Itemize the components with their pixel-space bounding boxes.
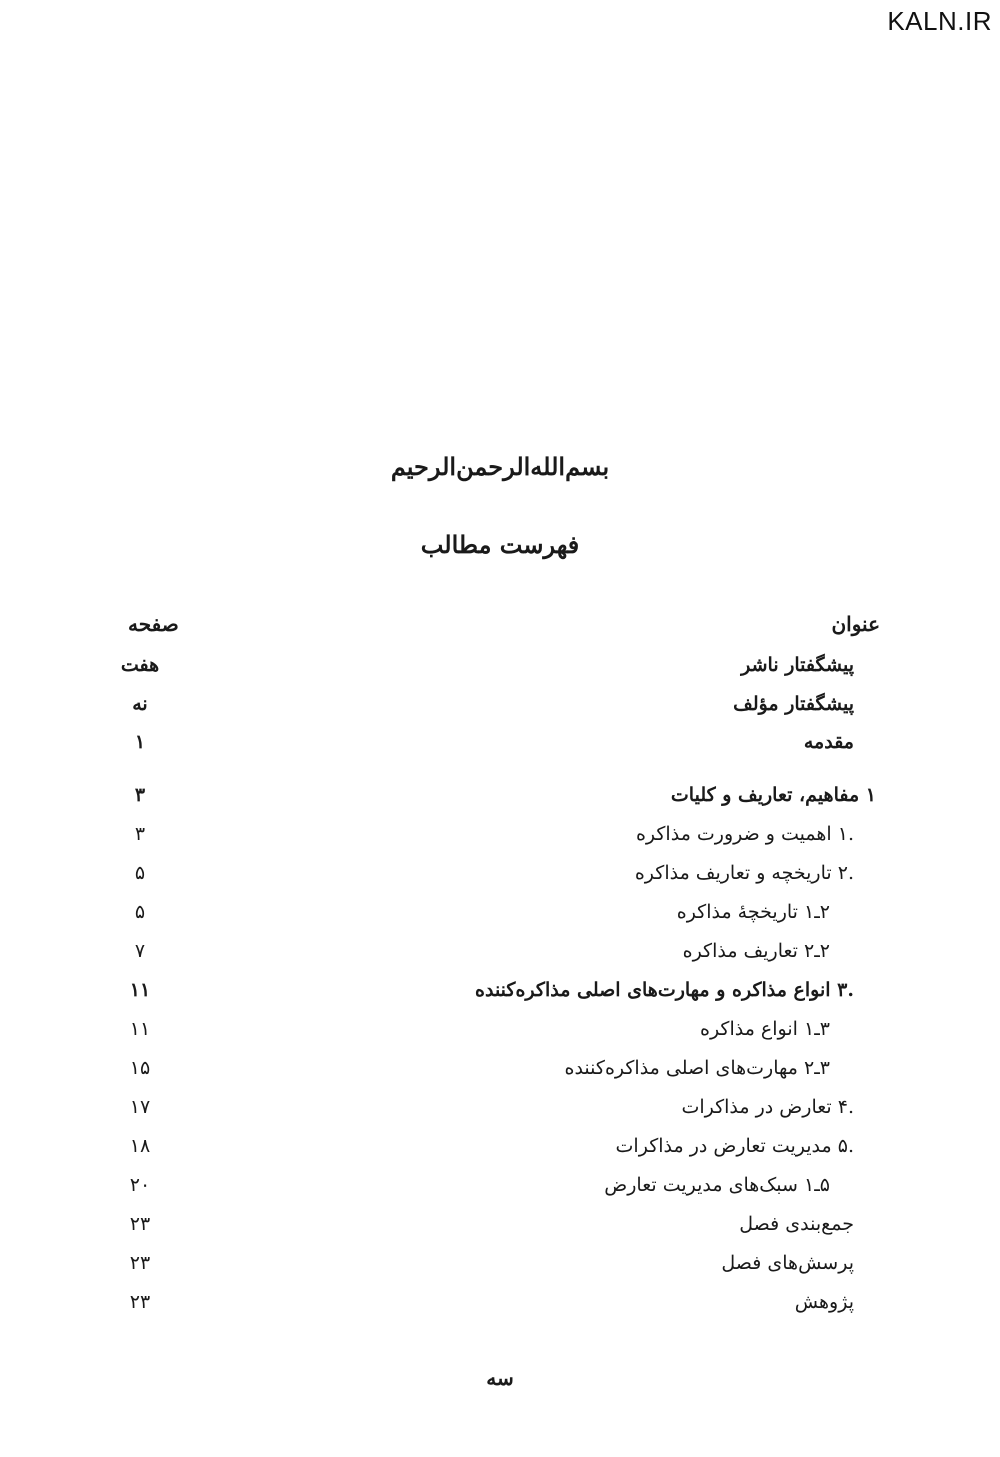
- toc-entry[interactable]: [0, 725, 1000, 759]
- toc-entry[interactable]: [0, 1246, 1000, 1280]
- page-number-footer: سه: [486, 1366, 514, 1390]
- column-header-title: عنوان: [831, 612, 880, 636]
- toc-entry-page: ۲۳: [129, 1252, 151, 1274]
- bismillah-heading: بسم‌الله‌الرحمن‌الرحیم: [390, 452, 610, 481]
- toc-entry-title: پیشگفتار مؤلف: [733, 693, 854, 715]
- toc-entry-title: .۵ مدیریت تعارض در مذاکرات: [615, 1135, 854, 1157]
- toc-entry[interactable]: [0, 856, 1000, 890]
- toc-entry-page: ۱۱: [129, 979, 151, 1001]
- toc-entry-title: پژوهش: [794, 1291, 854, 1313]
- toc-entry[interactable]: [0, 973, 1000, 1007]
- toc-entry-page: ۱۵: [129, 1057, 151, 1079]
- toc-entry[interactable]: [0, 1051, 1000, 1085]
- toc-entry-title: ۲ـ۲ تعاریف مذاکره: [682, 940, 830, 962]
- toc-entry-title: ۲ـ۱ تاریخچهٔ مذاکره: [676, 901, 830, 923]
- toc-entry-title: .۳ انواع مذاکره و مهارت‌های اصلی مذاکره‌کننده: [475, 979, 854, 1001]
- toc-entry[interactable]: [0, 1285, 1000, 1319]
- toc-entry-title: .۲ تاریخچه و تعاریف مذاکره: [634, 862, 854, 884]
- toc-entry-page: ۲۰: [129, 1174, 151, 1196]
- toc-entry[interactable]: [0, 687, 1000, 721]
- toc-entry-title: پیشگفتار ناشر: [741, 654, 854, 676]
- toc-entry-page: ۵: [134, 901, 146, 923]
- toc-entry-page: ۲۳: [129, 1291, 151, 1313]
- toc-entry-title: مقدمه: [803, 731, 854, 753]
- toc-entry[interactable]: [0, 895, 1000, 929]
- toc-entry[interactable]: [0, 817, 1000, 851]
- toc-entry[interactable]: [0, 1012, 1000, 1046]
- toc-entry-page: ۱۷: [129, 1096, 151, 1118]
- site-watermark: KALN.IR: [887, 6, 992, 36]
- toc-entry-title: پرسش‌های فصل: [721, 1252, 854, 1274]
- toc-entry[interactable]: [0, 934, 1000, 968]
- column-header-page: صفحه: [128, 612, 179, 636]
- toc-entry-page: ۱۱: [129, 1018, 151, 1040]
- toc-entry[interactable]: [0, 778, 1000, 812]
- toc-entry-title: .۴ تعارض در مذاکرات: [681, 1096, 854, 1118]
- toc-entry-page: ۷: [134, 940, 146, 962]
- toc-entry-page: ۵: [134, 862, 146, 884]
- toc-entry-page: ۱: [134, 731, 146, 753]
- toc-entry[interactable]: [0, 1168, 1000, 1202]
- toc-entry[interactable]: [0, 1090, 1000, 1124]
- toc-entry-page: نه: [132, 693, 148, 715]
- toc-entry-title: ۳ـ۲ مهارت‌های اصلی مذاکره‌کننده: [564, 1057, 830, 1079]
- toc-entry[interactable]: [0, 648, 1000, 682]
- toc-entry-page: ۱۸: [129, 1135, 151, 1157]
- toc-entry-title: ۱ مفاهیم، تعاریف و کلیات: [670, 784, 876, 806]
- toc-entry[interactable]: [0, 1207, 1000, 1241]
- toc-entry[interactable]: [0, 1129, 1000, 1163]
- toc-entry-title: .۱ اهمیت و ضرورت مذاکره: [635, 823, 854, 845]
- toc-entry-title: ۵ـ۱ سبک‌های مدیریت تعارض: [604, 1174, 830, 1196]
- toc-entry-title: ۳ـ۱ انواع مذاکره: [699, 1018, 830, 1040]
- toc-entry-page: ۳: [134, 823, 146, 845]
- toc-entry-page: ۳: [134, 784, 146, 806]
- toc-entry-page: ۲۳: [129, 1213, 151, 1235]
- toc-entry-page: هفت: [120, 654, 160, 676]
- page-title: فهرست مطالب: [420, 530, 580, 559]
- toc-entry-title: جمع‌بندی فصل: [739, 1213, 854, 1235]
